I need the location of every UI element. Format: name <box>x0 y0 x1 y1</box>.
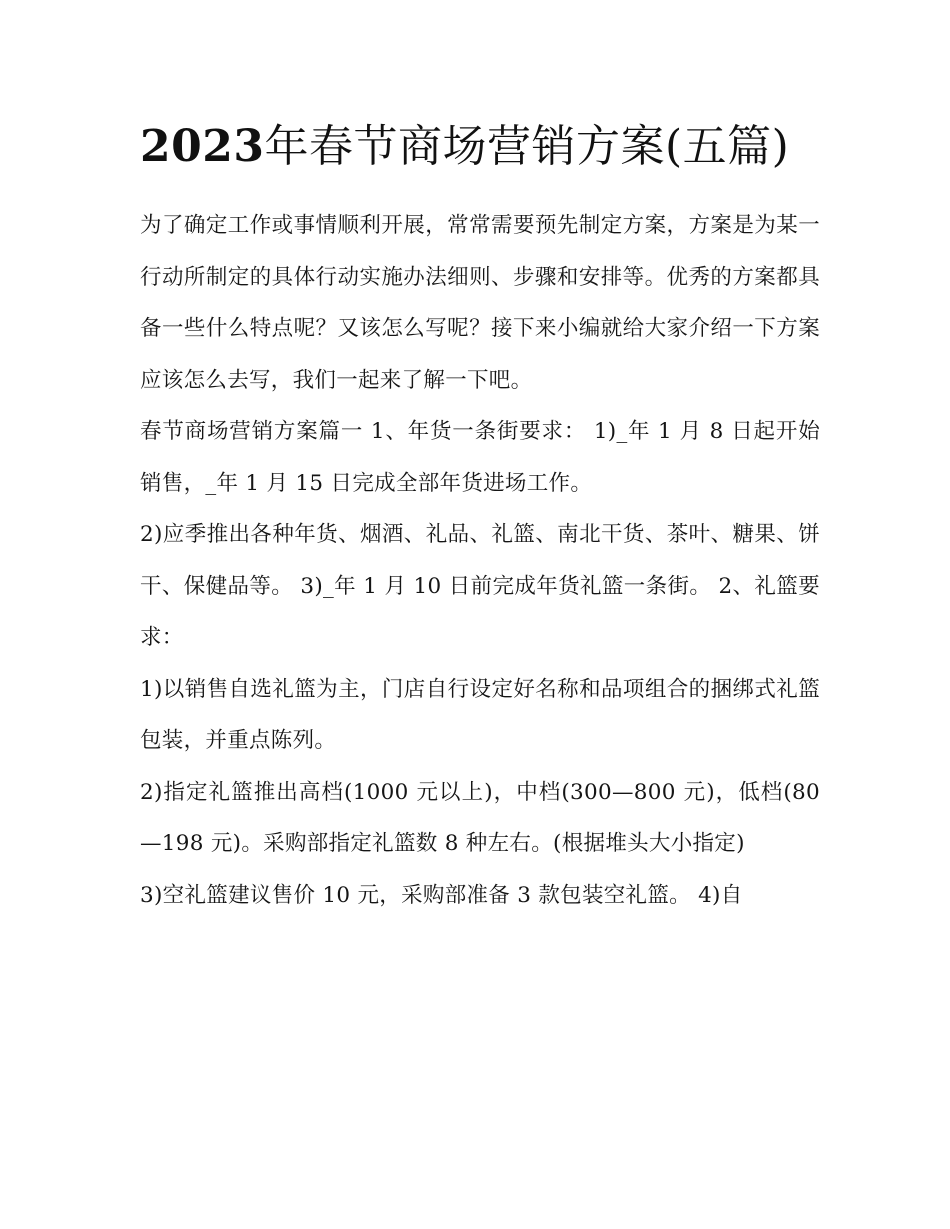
document-title <box>140 108 820 186</box>
paragraph-item-2: 2)应季推出各种年货、烟酒、礼品、礼篮、南北干货、茶叶、糖果、饼干、保健品等。 3)_年 1 月 10 日前完成年货礼篮一条街。 2、礼篮要求： <box>140 522 820 650</box>
paragraph-basket-1: 1)以销售自选礼篮为主，门店自行设定好名称和品项组合的捆绑式礼篮包装，并重点陈列。 <box>140 676 820 753</box>
paragraph-section-1: 春节商场营销方案篇一 1、年货一条街要求： 1)_年 1 月 8 日起开始销售，_年 1 月 15 日完成全部年货进场工作。 <box>140 419 820 496</box>
paragraph-intro: 为了确定工作或事情顺利开展，常常需要预先制定方案，方案是为某一行动所制定的具体行动实施办法细则、步骤和安排等。优秀的方案都具备一些什么特点呢？又该怎么写呢？接下来小编就给大家介绍一下方案应该怎么去写，我们一起来了解一下吧。 <box>140 213 820 393</box>
title-text: 年春节商场营销方案(五篇) <box>264 121 790 172</box>
paragraph-basket-2: 2)指定礼篮推出高档(1000 元以上)，中档(300—800 元)，低档(80—198 元)。采购部指定礼篮数 8 种左右。(根据堆头大小指定) <box>140 779 820 856</box>
paragraph-basket-3: 3)空礼篮建议售价 10 元，采购部准备 3 款包装空礼篮。 4)自 <box>140 882 743 908</box>
document-content <box>140 108 820 921</box>
title-year: 2023 <box>140 121 265 172</box>
document-body <box>140 200 820 921</box>
